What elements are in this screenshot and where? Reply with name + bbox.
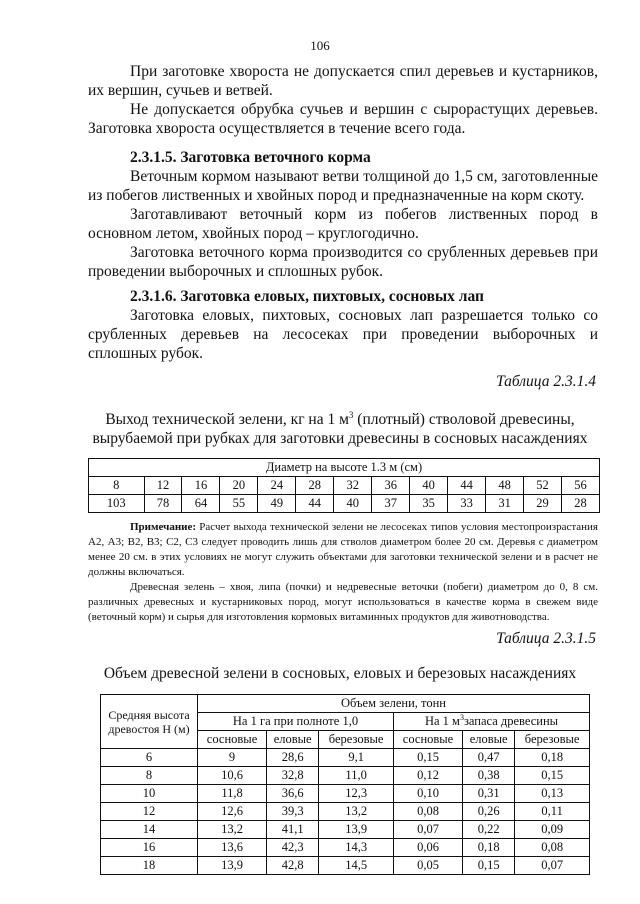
table-row: 6 9 28,6 9,1 0,15 0,47 0,18 xyxy=(101,749,590,767)
table1-diameter-row: 8 12 16 20 24 28 32 36 40 44 48 52 56 xyxy=(89,477,600,495)
note-label: Примечание: xyxy=(130,521,197,533)
group1-header: На 1 га при полноте 1,0 xyxy=(198,713,394,731)
col-volume-header: Объем зелени, тонн xyxy=(198,695,590,713)
paragraph: Веточным кормом называют ветви толщиной до 1,5 см, заготовленные из побегов лиственных и хвойных пород и предназначенные на корм скоту. xyxy=(88,168,598,204)
table1-title: Выход технической зелени, кг на 1 $м^3$ (плотный) стволовой древесины, вырубаемой при рубках для заготовки древесины в сосновых насаждениях xyxy=(92,410,588,448)
table-row: 10 11,8 36,6 12,3 0,10 0,31 0,13 xyxy=(101,785,590,803)
paragraph: При заготовке хвороста не допускается спил деревьев и кустарников, их вершин, сучьев и ветвей. xyxy=(88,63,598,99)
paragraph: Заготовка веточного корма производится со срубленных деревьев при проведении выборочных и сплошных рубок. xyxy=(88,244,598,280)
table-row: 16 13,6 42,3 14,3 0,06 0,18 0,08 xyxy=(101,839,590,857)
section-heading: 2.3.1.6. Заготовка еловых, пихтовых, сосновых лап xyxy=(130,288,484,305)
table-row: 18 13,9 42,8 14,5 0,05 0,15 0,07 xyxy=(101,857,590,875)
section-branch-feed xyxy=(88,148,598,281)
table2-caption: Таблица 2.3.1.5 xyxy=(496,630,596,647)
table1-value-row: 103 78 64 55 49 44 40 37 35 33 31 29 28 xyxy=(89,495,600,513)
page-number: 106 xyxy=(310,38,330,53)
note-text: Древесная зелень – хвоя, липа (почки) и недревесные веточки (побеги) диаметром до 0, 8 см. различных древесных и кустарниковых пород, могут использоваться в качестве корма в свежем виде (веточный корм) и сырья для изготовления кормовых витаминных продуктов для животноводства. xyxy=(88,581,598,623)
green-yield-table xyxy=(88,458,600,513)
col-height-header: Средняя высота древостоя Н (м) xyxy=(101,695,198,749)
paragraph: Заготавливают веточный корм из побегов лиственных пород в основном летом, хвойных пород – круглогодично. xyxy=(88,206,598,242)
group2-header: На 1 $м^3запаса$ древесины xyxy=(393,713,589,731)
table1-header: Диаметр на высоте 1.3 м (см) xyxy=(89,459,600,477)
green-volume-table xyxy=(100,694,590,875)
table-row: 12 12,6 39,3 13,2 0,08 0,26 0,11 xyxy=(101,803,590,821)
paragraph: Не допускается обрубка сучьев и вершин с сырорастущих деревьев. Заготовка хвороста осуществляется в течение всего года. xyxy=(88,101,598,137)
intro-text xyxy=(88,62,598,138)
table2-title: Объем древесной зелени в сосновых, еловых и березовых насаждениях xyxy=(103,665,577,682)
paragraph: Заготовка еловых, пихтовых, сосновых лап разрешается только со срубленных деревьев на лесосеках при проведении выборочных и сплошных рубок. xyxy=(88,307,598,362)
table-row: 14 13,2 41,1 13,9 0,07 0,22 0,09 xyxy=(101,821,590,839)
section-heading: 2.3.1.5. Заготовка веточного корма xyxy=(130,149,371,166)
table-row: 8 10,6 32,8 11,0 0,12 0,38 0,15 xyxy=(101,767,590,785)
table1-note xyxy=(88,520,598,625)
species-header-row: сосновые еловые березовые сосновые еловые березовые xyxy=(101,731,590,749)
note-text: Расчет выхода технической зелени не лесосеках типов условия местопроизрастания А2, А3; В2, В3; С2, С3 следует проводить лишь для стволов диаметром более 20 см. Деревья с диаметром менее 20 см. в этих условиях не могут служить объектами для заготовки технической зелени и в расчет не должны включаться. xyxy=(88,521,598,578)
table1-caption: Таблица 2.3.1.4 xyxy=(496,373,596,390)
section-conifer-branches xyxy=(88,287,598,363)
